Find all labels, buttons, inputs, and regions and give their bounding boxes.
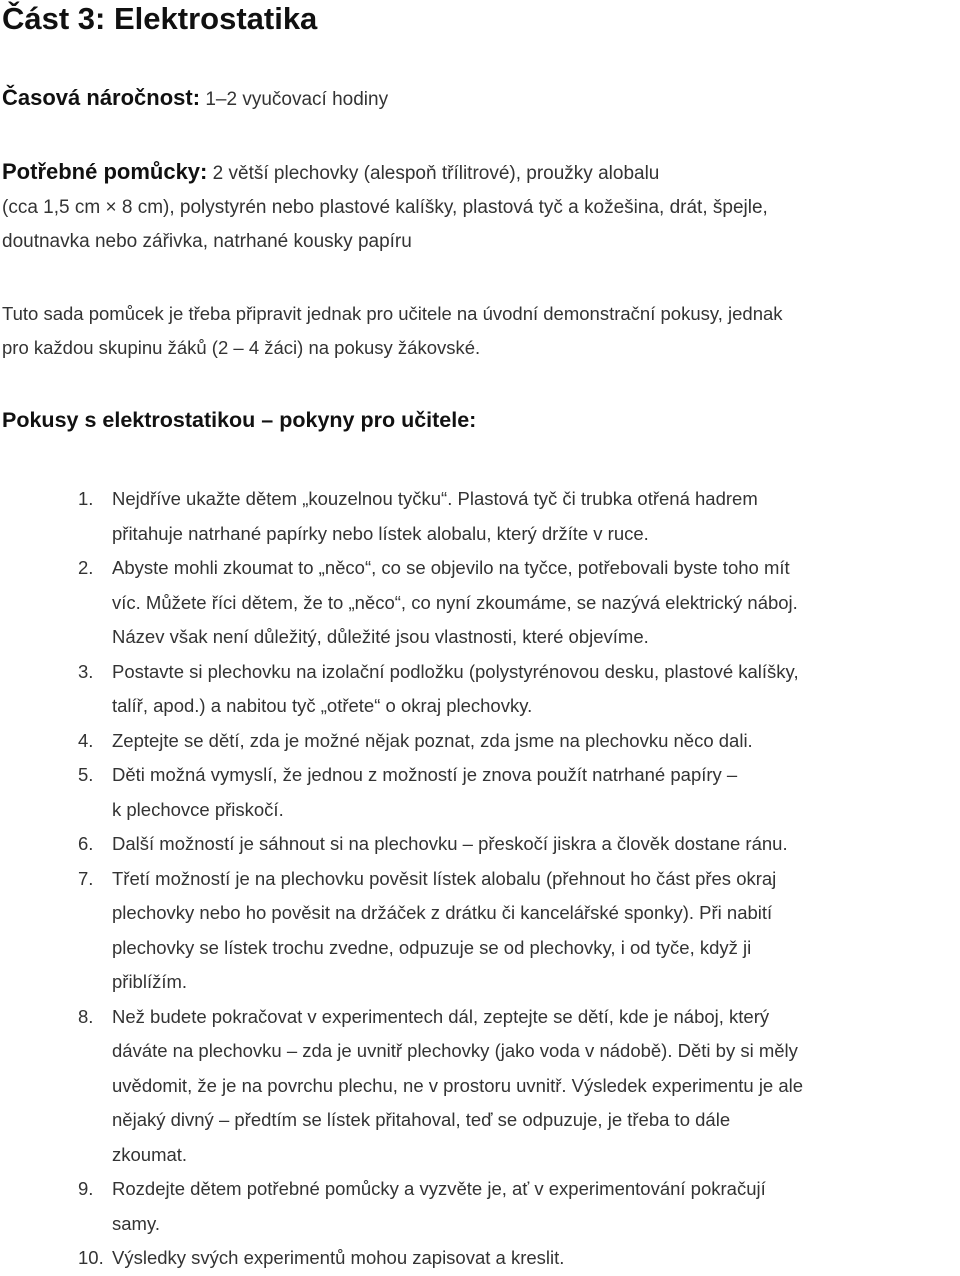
time-value: 1–2 vyučovací hodiny xyxy=(200,89,389,110)
list-item xyxy=(2,1241,960,1276)
page-title: Část 3: Elektrostatika xyxy=(2,1,318,36)
tools-value-3: doutnavka nebo zářivka, natrhané kousky papíru xyxy=(2,231,412,252)
step-number: 1. xyxy=(78,488,94,509)
step-line: Další možností je sáhnout si na plechovku – přeskočí jiskra a člověk dostane ránu. xyxy=(112,833,788,854)
step-line: uvědomit, že je na povrchu plechu, ne v prostoru uvnitř. Výsledek experimentu je ale xyxy=(112,1074,804,1096)
step-line: samy. xyxy=(112,1212,160,1234)
intro-line: pro každou skupinu žáků (2 – 4 žáci) na pokusy žákovské. xyxy=(2,337,481,358)
step-line: Abyste mohli zkoumat to „něco“, co se objevilo na tyčce, potřebovali byste toho mít xyxy=(112,557,790,578)
step-line: víc. Můžete říci dětem, že to „něco“, co nyní zkoumáme, se nazývá elektrický náboj. xyxy=(112,591,798,613)
step-line: Děti možná vymyslí, že jednou z možností je znova použít natrhané papíry – xyxy=(112,764,738,785)
list-item xyxy=(2,551,960,655)
tools-line-3 xyxy=(2,230,412,254)
intro-line: Tuto sada pomůcek je třeba připravit jednak pro učitele na úvodní demonstrační pokusy, jednak xyxy=(2,303,783,324)
list-item xyxy=(2,655,960,724)
time-label: Časová náročnost: xyxy=(2,85,201,110)
step-line: Nejdříve ukažte dětem „kouzelnou tyčku“. Plastová tyč či trubka otřená hadrem xyxy=(112,488,758,509)
step-number: 9. xyxy=(78,1178,94,1199)
step-line: k plechovce přiskočí. xyxy=(112,798,284,820)
step-number: 7. xyxy=(78,867,94,889)
step-line: dáváte na plechovku – zda je uvnitř plechovky (jako voda v nádobě). Děti by si měly xyxy=(112,1040,798,1061)
step-text xyxy=(112,724,960,759)
time-requirement xyxy=(2,86,388,112)
step-line: Třetí možností je na plechovku pověsit lístek alobalu (přehnout ho část přes okraj xyxy=(112,867,777,889)
list-item xyxy=(2,758,960,827)
step-text xyxy=(112,1172,960,1241)
step-line: nějaký divný – předtím se lístek přitahoval, teď se odpuzuje, je třeba to dále xyxy=(112,1109,731,1130)
step-line: Název však není důležitý, důležité jsou vlastnosti, které objevíme. xyxy=(112,626,649,647)
list-item xyxy=(2,724,960,759)
step-number: 6. xyxy=(78,833,94,854)
tools-line-2 xyxy=(2,196,768,220)
list-item xyxy=(2,1172,960,1241)
step-line: Postavte si plechovku na izolační podložku (polystyrénovou desku, plastové kalíšky, xyxy=(112,660,799,682)
step-number: 2. xyxy=(78,557,94,578)
step-number: 3. xyxy=(78,660,94,682)
step-number: 8. xyxy=(78,1005,94,1027)
step-number: 4. xyxy=(78,729,94,751)
list-item xyxy=(2,827,960,862)
list-item xyxy=(2,482,960,551)
step-line: Výsledky svých experimentů mohou zapisovat a kreslit. xyxy=(112,1247,565,1268)
step-text xyxy=(112,551,960,655)
step-text xyxy=(112,1000,960,1173)
step-line: Zeptejte se dětí, zda je možné nějak poznat, zda jsme na plechovku něco dali. xyxy=(112,729,753,751)
step-text xyxy=(112,862,960,1000)
tools-line-1 xyxy=(2,160,659,186)
step-text xyxy=(112,655,960,724)
step-number: 10. xyxy=(78,1247,104,1268)
instruction-list xyxy=(2,482,960,1276)
step-line: talíř, apod.) a nabitou tyč „otřete“ o okraj plechovky. xyxy=(112,695,533,716)
step-text xyxy=(112,758,960,827)
step-line: plechovky nebo ho pověsit na držáček z drátku či kancelářské sponky). Při nabití xyxy=(112,902,773,923)
list-item xyxy=(2,1000,960,1173)
step-line: Rozdejte dětem potřebné pomůcky a vyzvěte je, ať v experimentování pokračují xyxy=(112,1178,766,1199)
step-text xyxy=(112,482,960,551)
step-line: plechovky se lístek trochu zvedne, odpuzuje se od plechovky, i od tyče, když ji xyxy=(112,936,752,958)
tools-label: Potřebné pomůcky: xyxy=(2,159,208,184)
step-line: Než budete pokračovat v experimentech dál, zeptejte se dětí, kde je náboj, který xyxy=(112,1005,770,1027)
step-line: přitahuje natrhané papírky nebo lístek alobalu, který držíte v ruce. xyxy=(112,522,649,544)
intro-paragraph xyxy=(2,297,958,365)
step-text xyxy=(112,827,960,862)
step-line: přiblížím. xyxy=(112,971,188,992)
section-heading: Pokusy s elektrostatikou – pokyny pro učitele: xyxy=(2,408,477,432)
step-text xyxy=(112,1241,960,1276)
list-item xyxy=(2,862,960,1000)
tools-value-1: 2 větší plechovky (alespoň třílitrové), proužky alobalu xyxy=(207,163,660,184)
tools-value-2: (cca 1,5 cm × 8 cm), polystyrén nebo plastové kalíšky, plastová tyč a kožešina, drát, špejle, xyxy=(2,197,768,218)
step-number: 5. xyxy=(78,764,94,785)
step-line: zkoumat. xyxy=(112,1143,188,1165)
